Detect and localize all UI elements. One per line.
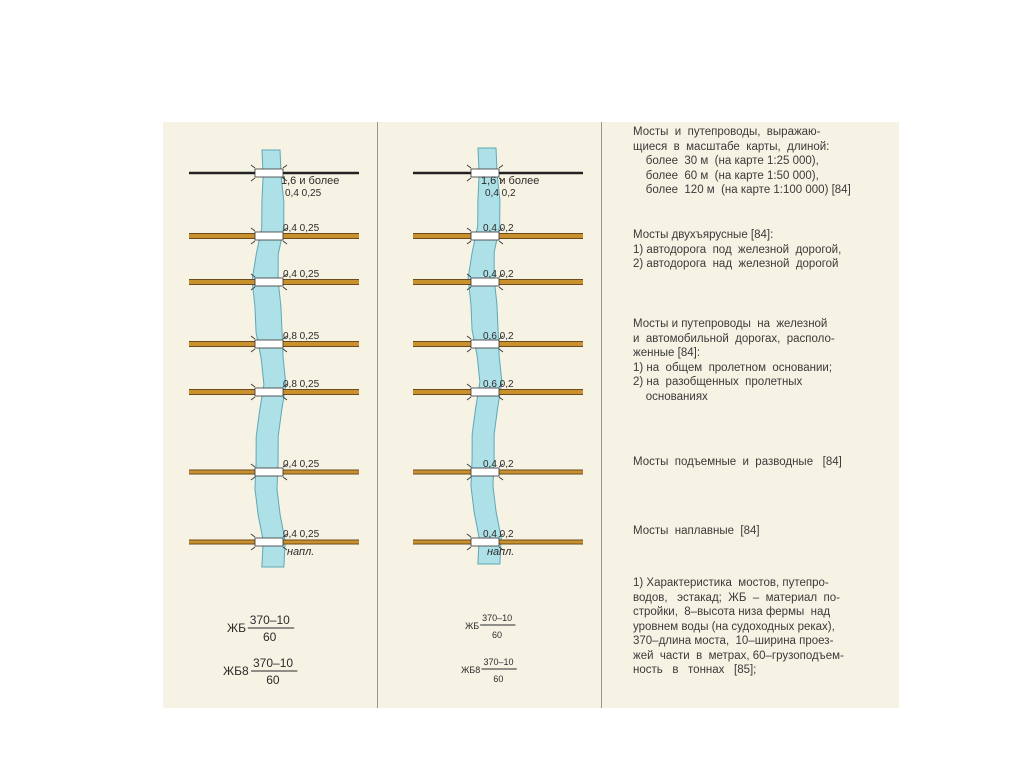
bridge-wing bbox=[283, 241, 287, 244]
bridge-dimension-label: 0,4 0,2 bbox=[485, 188, 516, 199]
bridge-wing bbox=[283, 287, 287, 290]
desc-block-footnote bbox=[633, 576, 895, 678]
desc-line: основаниях bbox=[633, 390, 708, 403]
bridge-wing bbox=[467, 384, 471, 387]
bridge-span bbox=[255, 169, 283, 177]
bridge-wing bbox=[251, 228, 255, 231]
bridge-dimension-label: 0,4 0,25 bbox=[283, 269, 320, 280]
desc-block-rail-road bbox=[633, 317, 895, 404]
desc-line: уровнем воды (на судоходных реках), bbox=[633, 620, 835, 633]
bridge-wing bbox=[499, 477, 503, 480]
desc-line: Мосты и путепроводы на железной bbox=[633, 318, 828, 330]
desc-line: более 120 м (на карте 1:100 000) [84] bbox=[633, 184, 851, 196]
bridge-span bbox=[255, 388, 283, 396]
formula-col2-b-numerator: 370–10 bbox=[483, 657, 514, 667]
bridge-wing bbox=[467, 397, 471, 400]
bridge-wing bbox=[499, 287, 503, 290]
desc-block-pontoon bbox=[633, 524, 895, 539]
desc-line: щиеся в масштабе карты, длиной: bbox=[633, 140, 830, 153]
desc-line: 2) автодорога над железной дорогой bbox=[633, 258, 839, 270]
bridge-span bbox=[255, 538, 283, 546]
bridge-wing bbox=[251, 349, 255, 352]
formula-col1-a-denominator: 60 bbox=[263, 630, 277, 644]
bridge-wing bbox=[251, 464, 255, 467]
desc-line: женные [84]: bbox=[633, 347, 701, 359]
bridge-span bbox=[255, 468, 283, 476]
bridge-dimension-label: 0,4 0,2 bbox=[483, 459, 514, 470]
desc-line: более 60 м (на карте 1:50 000), bbox=[633, 169, 819, 182]
desc-line: 1) Характеристика мостов, путепро- bbox=[633, 577, 829, 589]
formula-col1-b-denominator: 60 bbox=[266, 673, 280, 687]
bridge-wing bbox=[251, 397, 255, 400]
bridge-span bbox=[255, 278, 283, 286]
bridge-wing bbox=[467, 349, 471, 352]
document-page bbox=[163, 122, 899, 708]
bridge-wing bbox=[499, 349, 503, 352]
bridge-wing bbox=[467, 547, 471, 550]
desc-line: 370–длина моста, 10–ширина проез- bbox=[633, 635, 834, 647]
desc-line: ность в тоннах [85]; bbox=[633, 664, 757, 676]
pontoon-label: напл. bbox=[287, 546, 315, 558]
bridge-wing bbox=[251, 241, 255, 244]
desc-line: Мосты двухъярусные [84]: bbox=[633, 229, 774, 241]
bridge-wing bbox=[467, 477, 471, 480]
pontoon-label: напл. bbox=[487, 546, 515, 558]
bridge-dimension-label: 0,8 0,25 bbox=[283, 331, 320, 342]
bridge-span bbox=[255, 232, 283, 240]
desc-line: водов, эстакад; ЖБ – материал по- bbox=[633, 591, 840, 604]
desc-line: более 30 м (на карте 1:25 000), bbox=[633, 155, 819, 167]
bridge-wing bbox=[283, 165, 287, 168]
bridge-dimension-label: 0,4 0,2 bbox=[483, 529, 514, 540]
desc-line: 1) автодорога под железной дорогой, bbox=[633, 243, 842, 256]
desc-line: Мосты и путепроводы, выражаю- bbox=[633, 126, 821, 138]
bridge-wing bbox=[283, 349, 287, 352]
bridge-wing bbox=[251, 384, 255, 387]
bridge-symbols-figure bbox=[163, 122, 633, 708]
bridge-dimension-label: 0,6 0,2 bbox=[483, 379, 514, 390]
bridge-wing bbox=[251, 534, 255, 537]
bridge-length-label: 1,6 и более bbox=[281, 175, 340, 187]
bridge-wing bbox=[467, 534, 471, 537]
desc-line: Мосты наплавные [84] bbox=[633, 525, 760, 537]
desc-line: Мосты подъемные и разводные [84] bbox=[633, 456, 842, 468]
river bbox=[252, 150, 286, 567]
bridge-wing bbox=[251, 165, 255, 168]
river bbox=[468, 148, 502, 564]
bridge-wing bbox=[251, 178, 255, 181]
bridge-dimension-label: 0,4 0,25 bbox=[283, 529, 320, 540]
formula-col2-a-prefix: ЖБ bbox=[465, 621, 480, 631]
formula-col2-b-denominator: 60 bbox=[493, 674, 504, 684]
bridge-dimension-label: 0,4 0,25 bbox=[285, 188, 322, 199]
bridge-wing bbox=[467, 228, 471, 231]
bridge-dimension-label: 0,8 0,25 bbox=[283, 379, 320, 390]
bridge-wing bbox=[251, 477, 255, 480]
bridge-dimension-label: 0,4 0,2 bbox=[483, 223, 514, 234]
bridge-wing bbox=[467, 165, 471, 168]
formula-col1-a-numerator: 370–10 bbox=[249, 613, 290, 627]
formula-col2-a-numerator: 370–10 bbox=[482, 613, 513, 623]
desc-line: и автомобильной дорогах, располо- bbox=[633, 332, 835, 345]
bridge-wing bbox=[251, 336, 255, 339]
desc-block-lifting bbox=[633, 455, 895, 470]
formula-col1-b-numerator: 370–10 bbox=[253, 656, 294, 670]
bridge-wing bbox=[499, 241, 503, 244]
bridge-dimension-label: 0,4 0,25 bbox=[283, 223, 320, 234]
bridge-wing bbox=[283, 477, 287, 480]
desc-block-two-tier bbox=[633, 228, 895, 272]
desc-line: стройки, 8–высота низа фермы над bbox=[633, 606, 831, 618]
desc-block-bridges-scale bbox=[633, 125, 895, 198]
formula-col2-b-prefix: ЖБ8 bbox=[461, 665, 481, 675]
desc-line: жей части в метрах, 60–грузоподъем- bbox=[633, 649, 844, 662]
bridge-wing bbox=[467, 241, 471, 244]
formula-col1-b-prefix: ЖБ8 bbox=[223, 664, 249, 678]
bridge-wing bbox=[467, 336, 471, 339]
bridge-dimension-label: 0,4 0,25 bbox=[283, 459, 320, 470]
formula-col2-a-denominator: 60 bbox=[492, 630, 503, 640]
bridge-wing bbox=[251, 547, 255, 550]
bridge-wing bbox=[467, 464, 471, 467]
desc-line: 2) на разобщенных пролетных bbox=[633, 376, 803, 388]
bridge-length-label: 1,6 и более bbox=[481, 175, 540, 187]
bridge-wing bbox=[467, 178, 471, 181]
desc-line: 1) на общем пролетном основании; bbox=[633, 361, 833, 374]
bridge-dimension-label: 0,6 0,2 bbox=[483, 331, 514, 342]
bridge-span bbox=[255, 340, 283, 348]
bridge-dimension-label: 0,4 0,2 bbox=[483, 269, 514, 280]
bridge-wing bbox=[499, 165, 503, 168]
formula-col1-a-prefix: ЖБ bbox=[227, 621, 246, 635]
